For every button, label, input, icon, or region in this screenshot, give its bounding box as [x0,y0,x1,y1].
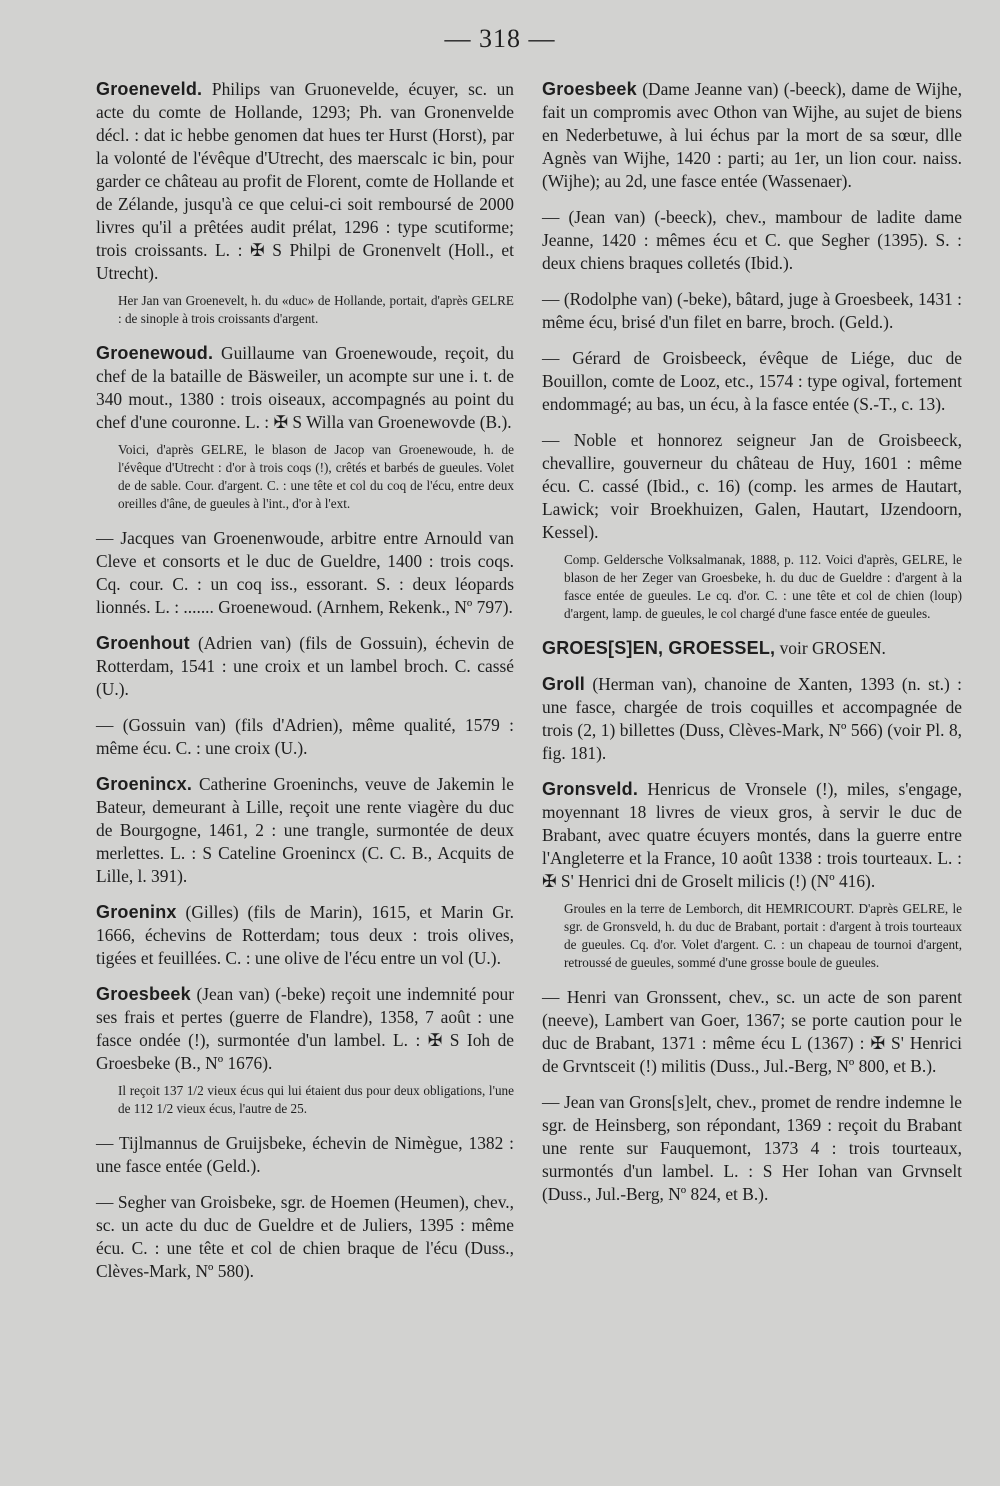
entry-note: Il reçoit 137 1/2 vieux écus qui lui étaient dus pour deux obligations, l'une de 112 1/2 vieux écus, l'autre de 25. [118,1083,514,1116]
entry-note: Comp. Geldersche Volksalmanak, 1888, p. 112. Voici d'après, GELRE, le blason de her Zeger van Groesbeke, h. du duc de Gueldre : d'argent à la fasce entée de gueules. Le cq. d'or. C. : une tête et col de chien (loup) d'argent, lamp. de gueules, le col chargé d'une fasce entée de gueules. [564,552,962,621]
dictionary-entry [542,637,962,660]
dictionary-entry [542,206,962,275]
left-column [96,78,514,1296]
entry-headword: Groesbeek [542,79,637,99]
entry-text: Philips van Gruonevelde, écuyer, sc. un acte du comte de Hollande, 1293; Ph. van Gronenvelde décl. : dat ic hebbe genomen dat hues ter Hurst (Horst), par la volonté de l'évêque d'Utrecht, des maerscalc ic bin, pour garder ce château au profit de Florent, comte de Hollande et de Zélande, jusqu'à ce que celui-ci soit remboursé de 2000 livres qu'il a prêtées audit prélat, 1296 : type scutiforme; trois croissants. L. : ✠ S Philpi de Gronenvelt (Holl., et Utrecht). [96,79,514,283]
dictionary-entry [542,673,962,765]
entry-text: — (Gossuin van) (fils d'Adrien), même qualité, 1579 : même écu. C. : une croix (U.). [96,715,514,758]
dictionary-entry [96,342,514,434]
entry-text: voir GROSEN. [779,638,886,658]
entry-headword: Groenewoud. [96,343,214,363]
entry-headword: Groll [542,674,586,694]
dictionary-entry [96,632,514,701]
entry-text: (Herman van), chanoine de Xanten, 1393 (n. st.) : une fasce, chargée de trois coquilles et accompagnée de trois (2, 1) billettes (Duss, Clèves-Mark, Nº 566) (voir Pl. 8, fig. 181). [542,674,962,763]
dictionary-entry [96,983,514,1075]
entry-text: Henricus de Vronsele (!), miles, s'engage, moyennant 18 livres de vieux gros, à servir le duc de Brabant, avec quatre écuyers montés, dans la guerre entre l'Angleterre et la France, 10 août 1338 : trois tourteaux. L. : ✠ S' Henrici dni de Groselt milicis (!) (Nº 416). [542,779,962,891]
entry-text: — Henri van Gronssent, chev., sc. un acte de son parent (neeve), Lambert van Goer, 1367; se porte caution pour le duc de Brabant, 1371 : même écu L (1367) : ✠ S' Henrici de Grvntsceit (!) militis (Duss., Jul.-Berg, Nº 800, et B.). [542,987,962,1076]
dictionary-entry [542,778,962,893]
entry-text: — Jacques van Groenenwoude, arbitre entre Arnould van Cleve et consorts et le duc de Gueldre, 1400 : trois coqs. Cq. cour. C. : un coq iss., essorant. S. : deux léopards lionnés. L. : ....... Groenewoud. (Arnhem, Rekenk., Nº 797). [96,528,514,617]
entry-text: (Dame Jeanne van) (-beeck), dame de Wijhe, fait un compromis avec Othon van Wijhe, au sujet de biens en Nederbetuwe, à lui échus par la mort de sa sœur, dlle Agnès van Wijhe, 1420 : parti; au 1er, un lion cour. naiss. (Wijhe); au 2d, une fasce entée (Wassenaer). [542,79,962,191]
entry-headword: Groenincx. [96,774,193,794]
entry-text: — Gérard de Groisbeeck, évêque de Liége, duc de Bouillon, comte de Looz, etc., 1574 : type ogival, fortement endommagé; au bas, un écu, à la fasce entée (S.-T., c. 13). [542,348,962,414]
entry-text: — Segher van Groisbeke, sgr. de Hoemen (Heumen), chev., sc. un acte du duc de Gueldre et de Juliers, 1395 : même écu. C. : une tête et col de chien braque de l'écu (Duss., Clèves-Mark, Nº 580). [96,1192,514,1281]
entry-note: Groules en la terre de Lemborch, dit HEMRICOURT. D'après GELRE, le sgr. de Gronsveld, h. du duc de Brabant, portait : d'argent à trois tourteaux de gueules. Cq. d'or. Volet d'argent. C. : un chapeau de tournoi d'argent, retroussé de gueules, sommé d'une grosse boule de gueules. [564,901,962,970]
dictionary-entry [542,1091,962,1206]
entry-text: — (Jean van) (-beeck), chev., mambour de ladite dame Jeanne, 1420 : mêmes écu et C. que Segher (1395). S. : deux chiens braques colletés (Ibid.). [542,207,962,273]
entry-text: Catherine Groeninchs, veuve de Jakemin le Bateur, demeurant à Lille, reçoit une rente viagère du duc de Bourgogne, 1461, 2 : une trangle, surmontée de deux merlettes. L. : S Cateline Groenincx (C. C. B., Acquits de Lille, l. 391). [96,774,514,886]
entry-text: — Tijlmannus de Gruijsbeke, échevin de Nimègue, 1382 : une fasce entée (Geld.). [96,1133,514,1176]
entry-text: (Jean van) (-beke) reçoit une indemnité pour ses frais et pertes (guerre de Flandre), 1358, 7 août : une fasce ondée (!), surmontée d'un lambel. L. : ✠ S Ioh de Groesbeke (B., Nº 1676). [96,984,514,1073]
dictionary-entry [96,714,514,760]
right-column [542,78,962,1219]
entry-note: Her Jan van Groenevelt, h. du «duc» de Hollande, portait, d'après GELRE : de sinople à trois croissants d'argent. [118,293,514,326]
entry-text: (Gilles) (fils de Marin), 1615, et Marin Gr. 1666, échevins de Rotterdam; tous deux : trois olives, tigées et feuillées. C. : une olive de l'écu entre un vol (U.). [96,902,514,968]
dictionary-entry [542,78,962,193]
dictionary-entry [542,429,962,544]
entry-text: — Jean van Grons[s]elt, chev., promet de rendre indemne le sgr. de Heinsberg, son répondant, 1369 : reçoit du Brabant une rente sur Fauquemont, 1373 4 : trois tourteaux, surmontés d'un lambel. L. : S Her Iohan van Grvnselt (Duss., Jul.-Berg, Nº 824, et B.). [542,1092,962,1204]
entry-text: — Noble et honnorez seigneur Jan de Groisbeeck, chevallire, gouverneur du château de Huy, 1601 : même écu. C. cassé (Ibid., c. 16) (comp. les armes de Hautart, Lawick; voir Broekhuizen, Galen, Hautart, IJzendoorn, Kessel). [542,430,962,542]
dictionary-entry [96,773,514,888]
dictionary-entry [96,1132,514,1178]
dictionary-entry [542,288,962,334]
page-number: — 318 — [444,24,556,53]
entry-text: Guillaume van Groenewoude, reçoit, du chef de la bataille de Bäsweiler, un acompte sur une i. t. de 340 mout., 1380 : trois oiseaux, accompagnés au point du chef d'une couronne. L. : ✠ S Willa van Groenewovde (B.). [96,343,514,432]
entry-headword: Gronsveld. [542,779,639,799]
entry-headword: GROES[S]EN, GROESSEL, [542,638,776,658]
dictionary-entry [96,901,514,970]
entry-note: Voici, d'après GELRE, le blason de Jacop van Groenewoude, h. de l'évêque d'Utrecht : d'or à trois coqs (!), crêtés et barbés de gueules. Volet de de sable. Cour. d'argent. C. : une tête et col du coq de l'écu, entre deux oreilles d'âne, de gueules à l'int., d'or à l'ext. [118,442,514,511]
dictionary-entry [542,986,962,1078]
entry-headword: Groesbeek [96,984,191,1004]
entry-text: (Adrien van) (fils de Gossuin), échevin de Rotterdam, 1541 : une croix et un lambel broch. C. cassé (U.). [96,633,514,699]
entry-headword: Groeneveld. [96,79,203,99]
dictionary-entry [96,527,514,619]
entry-headword: Groenhout [96,633,190,653]
entry-text: — (Rodolphe van) (-beke), bâtard, juge à Groesbeek, 1431 : même écu, brisé d'un filet en barre, broch. (Geld.). [542,289,962,332]
dictionary-entry [96,78,514,285]
dictionary-entry [96,1191,514,1283]
dictionary-entry [542,347,962,416]
entry-headword: Groeninx [96,902,177,922]
